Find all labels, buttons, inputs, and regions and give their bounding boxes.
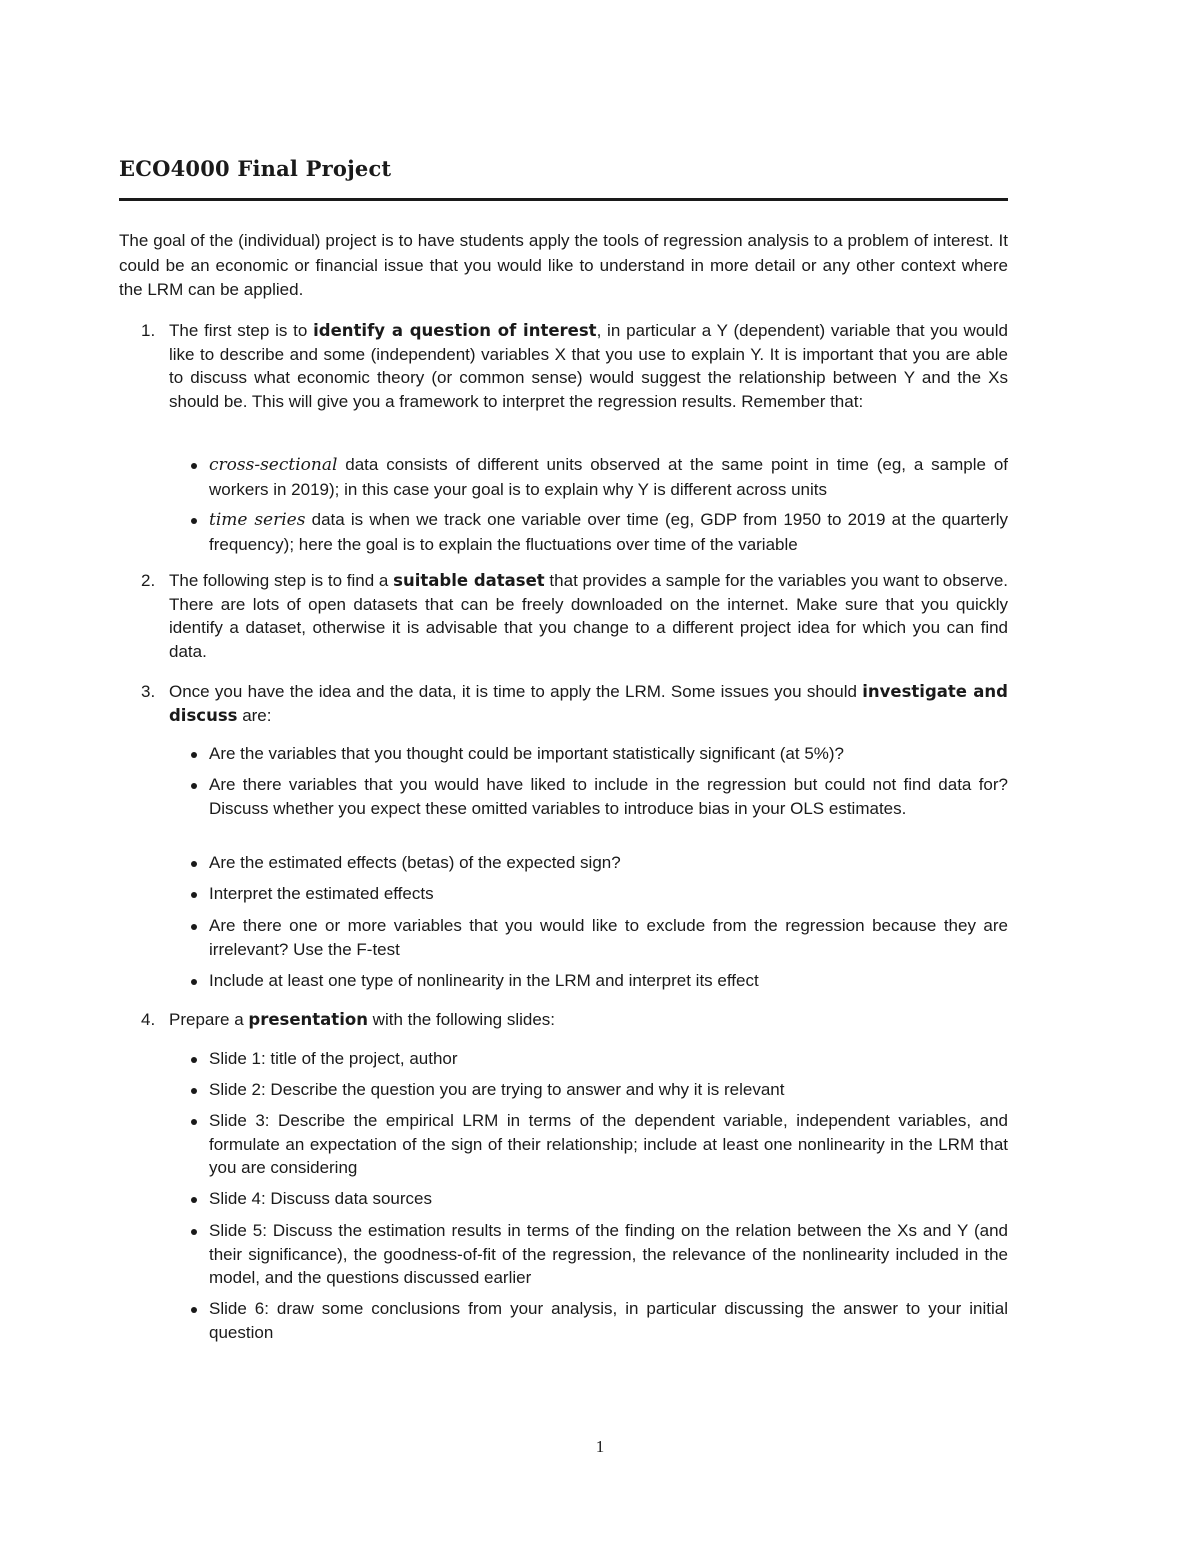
item-number: 1. [141,321,156,340]
item-pre: The first step is to [169,321,314,340]
document-title: ECO4000 Final Project [119,156,392,181]
bullet-icon [191,979,197,985]
bullet-text: Slide 6: draw some conclusions from your analysis, in particular discussing the answer to your initial question [209,1299,1008,1342]
bullet-text: Interpret the estimated effects [209,884,434,903]
bullet-italic-term: cross-sectional [209,455,338,475]
bullet-icon [191,1229,197,1235]
item-text [169,319,1008,413]
item-text [169,680,1008,727]
item-number: 4. [141,1010,156,1029]
bullet-text: Slide 4: Discuss data sources [209,1189,432,1208]
item-pre: Prepare a [169,1010,249,1029]
bullet-text: Slide 3: Describe the empirical LRM in terms of the dependent variable, independent variables, and formulate an expectation of the sign of their relationship; include at least one nonlinearity in the LRM that you are considering [209,1111,1008,1177]
item-number: 3. [141,682,156,701]
bullet-icon [191,1307,197,1313]
item-post: that provides a sample for the variables you want to observe. There are lots of open datasets that can be freely downloaded on the internet. Make sure that you quickly identify a dataset, otherwise it is advisable that you change to a different project idea for which you can find data. [169,571,1008,661]
item-emphasis: investigate and discuss [169,682,1008,725]
item-post: are: [237,705,272,725]
bullet-icon [191,861,197,867]
item-post: , in particular a Y (dependent) variable that you would like to describe and some (independent) variables X that you use to explain Y. It is important that you are able to discuss what economic theory (or common sense) would suggest the relationship between Y and the Xs should be. This will give you a framework to interpret the regression results. Remember that: [169,321,1008,411]
bullet-text: Are there variables that you would have liked to include in the regression but could not find data for? Discuss whether you expect these omitted variables to introduce bias in your OLS estimates. [209,775,1008,818]
bullet-icon [191,752,197,758]
item-number: 2. [141,571,156,590]
item-post: with the following slides: [367,1010,556,1029]
bullet-icon [191,1119,197,1125]
intro-paragraph: The goal of the (individual) project is to have students apply the tools of regression analysis to a problem of interest. It could be an economic or financial issue that you would like to understand in more detail or any other context where the LRM can be applied. [119,231,1008,299]
bullet-text: Are the variables that you thought could be important statistically significant (at 5%)? [209,744,845,763]
bullet-icon [191,1088,197,1094]
bullet-text: Slide 5: Discuss the estimation results in terms of the finding on the relation between the Xs and Y (and their significance), the goodness-of-fit of the regression, the relevance of the nonlinearity included in the model, and the questions discussed earlier [209,1221,1008,1287]
bullet-icon [191,924,197,930]
bullet-text: Slide 2: Describe the question you are trying to answer and why it is relevant [209,1080,785,1099]
bullet-body: data is when we track one variable over time (eg, GDP from 1950 to 2019 at the quarterly frequency); here the goal is to explain the fluctuations over time of the variable [209,510,1008,554]
bullet-body: data consists of different units observed at the same point in time (eg, a sample of workers in 2019); in this case your goal is to explain why Y is different across units [209,455,1008,499]
item-text [169,569,1008,663]
bullet-text [209,508,1008,556]
bullet-icon [191,518,197,524]
bullet-text: Include at least one type of nonlinearity in the LRM and interpret its effect [209,971,759,990]
bullet-text: Slide 1: title of the project, author [209,1049,458,1068]
bullet-icon [191,892,197,898]
item-emphasis: identify a question of interest [313,321,597,340]
title-rule [119,198,1008,201]
bullet-icon [191,783,197,789]
item-pre: The following step is to find a [169,571,394,590]
item-text [169,1008,1008,1032]
bullet-text: Are the estimated effects (betas) of the expected sign? [209,853,621,872]
bullet-italic-term: time series [209,510,306,530]
bullet-text [209,453,1008,501]
item-emphasis: presentation [248,1010,368,1029]
bullet-text: Are there one or more variables that you would like to exclude from the regression because they are irrelevant? Use the F-test [209,916,1008,959]
page-number: 1 [595,1437,605,1456]
bullet-icon [191,463,197,469]
item-emphasis: suitable dataset [393,571,545,590]
item-pre: Once you have the idea and the data, it is time to apply the LRM. Some issues you should [169,682,863,701]
bullet-icon [191,1197,197,1203]
bullet-icon [191,1057,197,1063]
